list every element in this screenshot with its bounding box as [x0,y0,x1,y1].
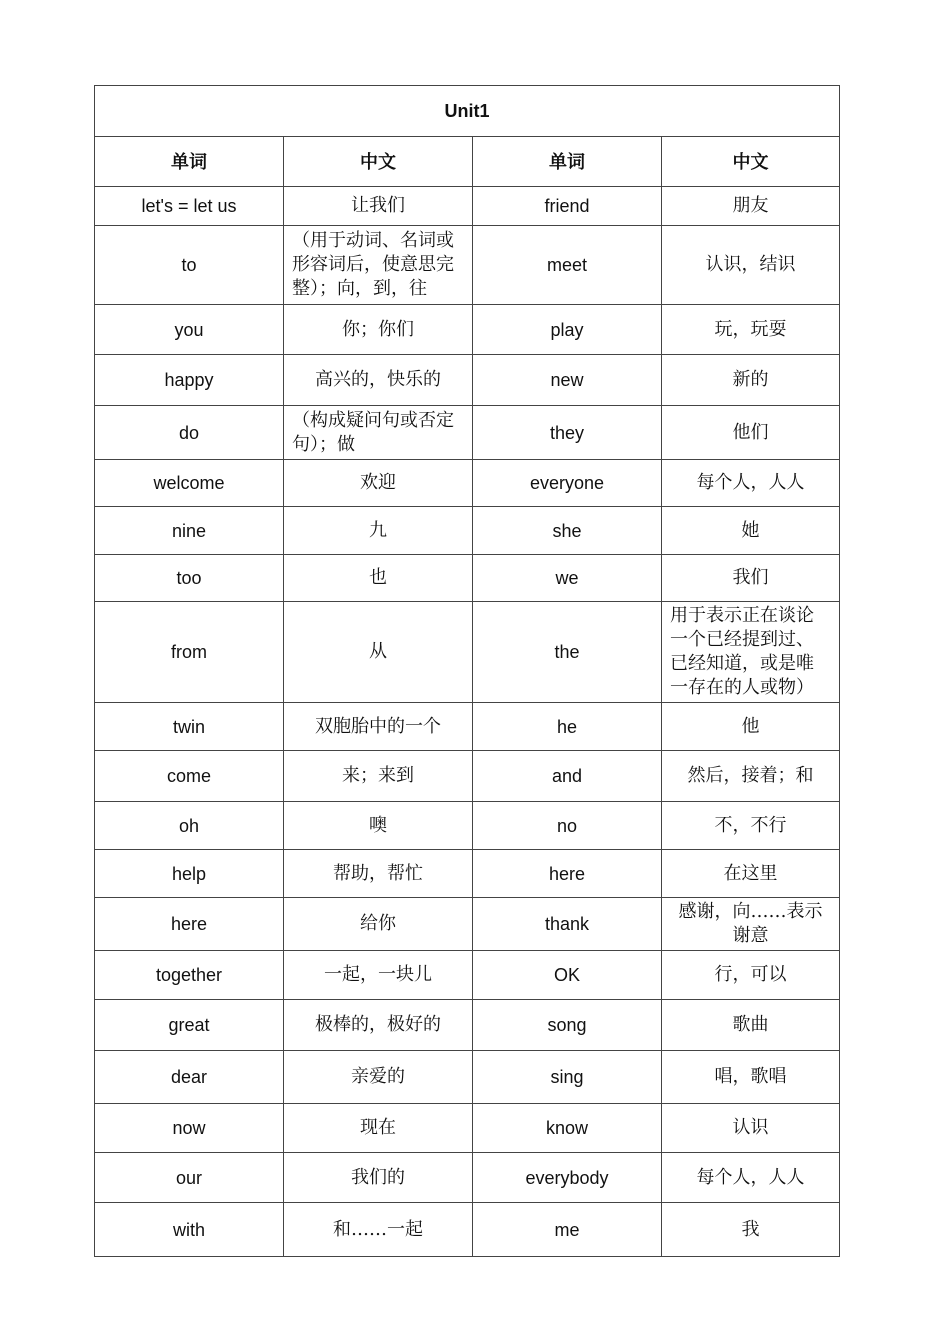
chinese-cell: 用于表示正在谈论一个已经提到过、已经知道，或是唯一存在的人或物） [662,602,840,703]
word-cell: sing [473,1051,662,1104]
header-word-1: 单词 [95,137,284,187]
chinese-cell: 唱，歌唱 [662,1051,840,1104]
table-row [95,187,840,226]
word-cell: song [473,1000,662,1051]
word-cell: the [473,602,662,703]
header-chinese-1: 中文 [284,137,473,187]
chinese-cell: 每个人，人人 [662,1153,840,1203]
word-cell: from [95,602,284,703]
word-cell: here [473,850,662,898]
chinese-cell: 然后，接着；和 [662,751,840,802]
chinese-cell: 噢 [284,802,473,850]
word-cell: let's = let us [95,187,284,226]
word-cell: welcome [95,460,284,507]
word-cell: our [95,1153,284,1203]
table-row [95,1051,840,1104]
table-row [95,305,840,355]
table-row [95,1104,840,1153]
word-cell: too [95,555,284,602]
word-cell: no [473,802,662,850]
table-row [95,460,840,507]
table-row [95,802,840,850]
word-cell: oh [95,802,284,850]
word-cell: twin [95,703,284,751]
word-cell: know [473,1104,662,1153]
chinese-cell: 认识 [662,1104,840,1153]
word-cell: to [95,226,284,305]
table-row [95,226,840,305]
chinese-cell: 在这里 [662,850,840,898]
chinese-cell: 歌曲 [662,1000,840,1051]
word-cell: everyone [473,460,662,507]
word-cell: help [95,850,284,898]
table-row [95,850,840,898]
chinese-cell: 也 [284,555,473,602]
chinese-cell: 极棒的，极好的 [284,1000,473,1051]
chinese-cell: 朋友 [662,187,840,226]
word-cell: dear [95,1051,284,1104]
chinese-cell: 双胞胎中的一个 [284,703,473,751]
chinese-cell: 我们 [662,555,840,602]
word-cell: happy [95,355,284,406]
chinese-cell: 一起，一块儿 [284,951,473,1000]
table-row [95,1000,840,1051]
chinese-cell: 来；来到 [284,751,473,802]
chinese-cell: 新的 [662,355,840,406]
word-cell: now [95,1104,284,1153]
header-row [95,137,840,187]
title-row [95,86,840,137]
word-cell: everybody [473,1153,662,1203]
table-row [95,1203,840,1257]
word-cell: you [95,305,284,355]
chinese-cell: 认识，结识 [662,226,840,305]
chinese-cell: 她 [662,507,840,555]
chinese-cell: 感谢，向……表示谢意 [662,898,840,951]
word-cell: new [473,355,662,406]
chinese-cell: 他们 [662,406,840,460]
table-row [95,507,840,555]
table-row [95,703,840,751]
chinese-cell: （用于动词、名词或形容词后，使意思完整）；向，到，往 [284,226,473,305]
word-cell: nine [95,507,284,555]
chinese-cell: （构成疑问句或否定句）；做 [284,406,473,460]
word-cell: they [473,406,662,460]
word-cell: together [95,951,284,1000]
header-word-2: 单词 [473,137,662,187]
chinese-cell: 每个人，人人 [662,460,840,507]
word-cell: friend [473,187,662,226]
vocabulary-table [94,85,840,1257]
table-row [95,1153,840,1203]
word-cell: do [95,406,284,460]
word-cell: play [473,305,662,355]
table-row [95,602,840,703]
chinese-cell: 帮助，帮忙 [284,850,473,898]
chinese-cell: 欢迎 [284,460,473,507]
chinese-cell: 他 [662,703,840,751]
table-row [95,898,840,951]
chinese-cell: 给你 [284,898,473,951]
header-chinese-2: 中文 [662,137,840,187]
word-cell: OK [473,951,662,1000]
chinese-cell: 让我们 [284,187,473,226]
chinese-cell: 高兴的，快乐的 [284,355,473,406]
word-cell: me [473,1203,662,1257]
chinese-cell: 不，不行 [662,802,840,850]
chinese-cell: 你；你们 [284,305,473,355]
chinese-cell: 现在 [284,1104,473,1153]
word-cell: he [473,703,662,751]
word-cell: she [473,507,662,555]
word-cell: here [95,898,284,951]
chinese-cell: 亲爱的 [284,1051,473,1104]
chinese-cell: 我 [662,1203,840,1257]
table-row [95,555,840,602]
table-row [95,406,840,460]
word-cell: thank [473,898,662,951]
table-row [95,751,840,802]
chinese-cell: 九 [284,507,473,555]
chinese-cell: 和……一起 [284,1203,473,1257]
word-cell: we [473,555,662,602]
word-cell: and [473,751,662,802]
chinese-cell: 从 [284,602,473,703]
unit-title: Unit1 [95,86,840,137]
word-cell: come [95,751,284,802]
word-cell: meet [473,226,662,305]
table-row [95,355,840,406]
chinese-cell: 行，可以 [662,951,840,1000]
word-cell: great [95,1000,284,1051]
word-cell: with [95,1203,284,1257]
chinese-cell: 玩，玩耍 [662,305,840,355]
table-row [95,951,840,1000]
chinese-cell: 我们的 [284,1153,473,1203]
